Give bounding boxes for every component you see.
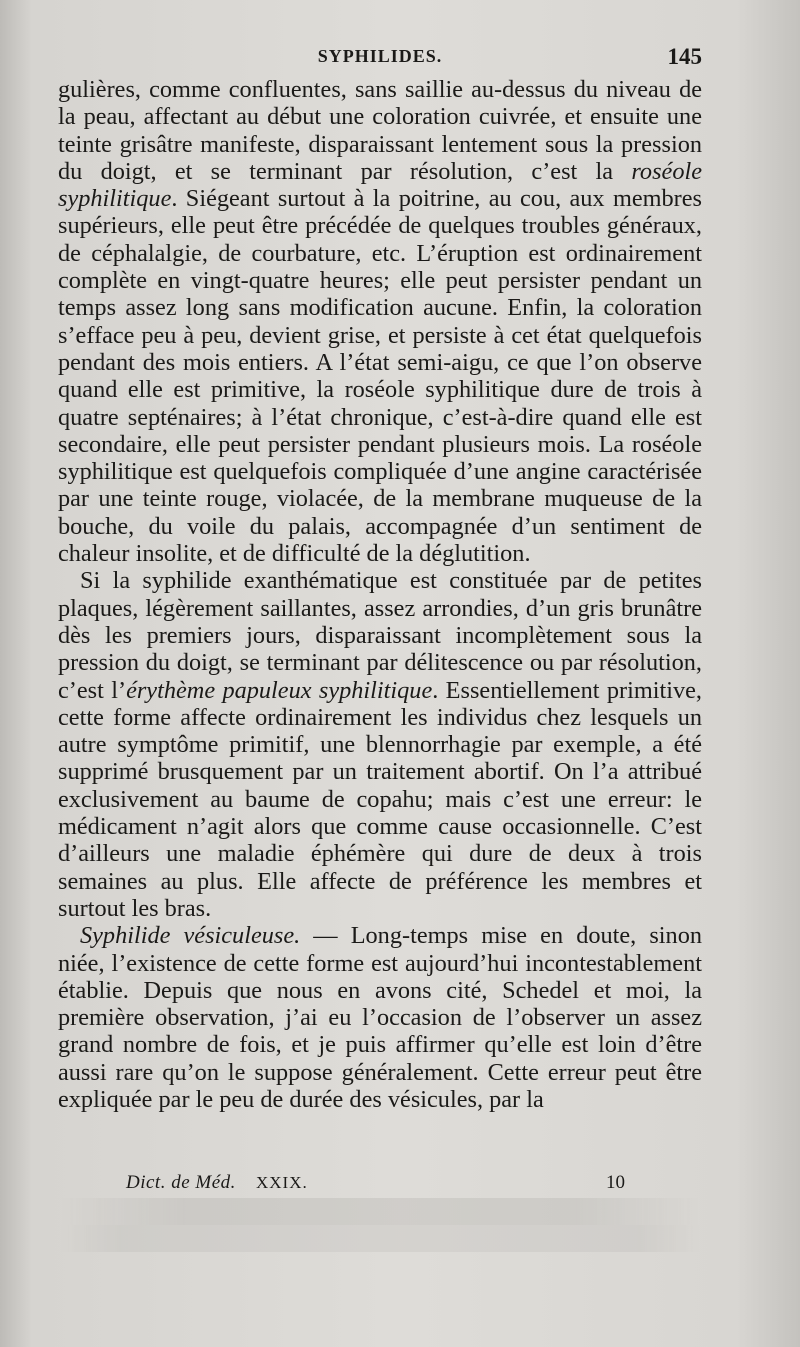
paragraph-vesiculeuse (58, 922, 702, 1113)
bleed-through-shadow (58, 1198, 702, 1252)
paragraph-text: Si la syphilide exanthématique est constituée par de petites plaques, légèrement saillantes, assez arrondies, d’un gris brunâtre dès les premiers jours, disparaissant incomplètement sous la pression du doigt, se terminant par délitescence ou par résolution, c’est l’ (58, 567, 702, 704)
paragraph-text: — Long-temps mise en doute, sinon niée, l’existence de cette forme est aujourd’hui incontestablement établie. Depuis que nous en avons cité, Schedel et moi, la première observation, j’ai eu l’occasion de l’observer un assez grand nombre de fois, et je puis affirmer qu’elle est loin d’être aussi rare qu’on le suppose généralement. Cette erreur peut être expliquée par le peu de durée des vésicules, par la (58, 922, 702, 1113)
signature-volume: XXIX. (256, 1173, 308, 1192)
signature-number: 10 (606, 1172, 625, 1193)
paragraph-roseole (58, 76, 702, 567)
signature-line (58, 1172, 702, 1198)
italic-term-roseole: roséole syphilitique (58, 157, 702, 213)
paragraph-text: . Essentiellement primitive, cette forme affecte ordinairement les individus chez lesquels un autre symptôme primitif, une blennorrhagie par exemple, a été supprimé brusquement par un traitement abortif. On l’a attribué exclusivement au baume de copahu; mais c’est une erreur: le médicament n’agit alors que comme cause occasionnelle. C’est d’ailleurs une maladie éphémère qui dure de deux à trois semaines au plus. Elle affecte de préférence les membres et surtout les bras. (58, 676, 702, 922)
running-title: SYPHILIDES. (317, 46, 443, 66)
paragraph-erytheme (58, 567, 702, 922)
page-header (58, 46, 702, 74)
paragraph-text: . Siégeant surtout à la poitrine, au cou, aux membres supérieurs, elle peut être précédée de quelques troubles généraux, de céphalalgie, de courbature, etc. L’éruption est ordinairement complète en vingt-quatre heures; elle peut persister pendant un temps assez long sans modification aucune. Enfin, la coloration s’efface peu à peu, devient grise, et persiste à cet état quelquefois pendant des mois entiers. A l’état semi-aigu, ce que l’on observe quand elle est primitive, la roséole syphilitique dure de trois à quatre septénaires; à l’état chronique, c’est-à-dire quand elle est secondaire, elle peut persister pendant plusieurs mois. La roséole syphilitique est quelquefois compliquée d’une angine caractérisée par une teinte rouge, violacée, de la membrane muqueuse de la bouche, du voile du palais, accompagnée d’un sentiment de chaleur insolite, et de difficulté de la déglutition. (58, 185, 702, 568)
paragraph-text: gulières, comme confluentes, sans saillie au-dessus du niveau de la peau, affectant au début une coloration cuivrée, et ensuite une teinte grisâtre manifeste, disparaissant lentement sous la pression du doigt, et se terminant par résolution, c’est la (58, 76, 702, 185)
section-heading-vesiculeuse: Syphilide vésiculeuse. (80, 922, 301, 950)
signature-title: Dict. de Méd. (126, 1172, 236, 1193)
italic-term-erytheme: érythème papuleux syphilitique (126, 676, 433, 704)
body-text (58, 76, 702, 1113)
page-number: 145 (667, 44, 702, 69)
